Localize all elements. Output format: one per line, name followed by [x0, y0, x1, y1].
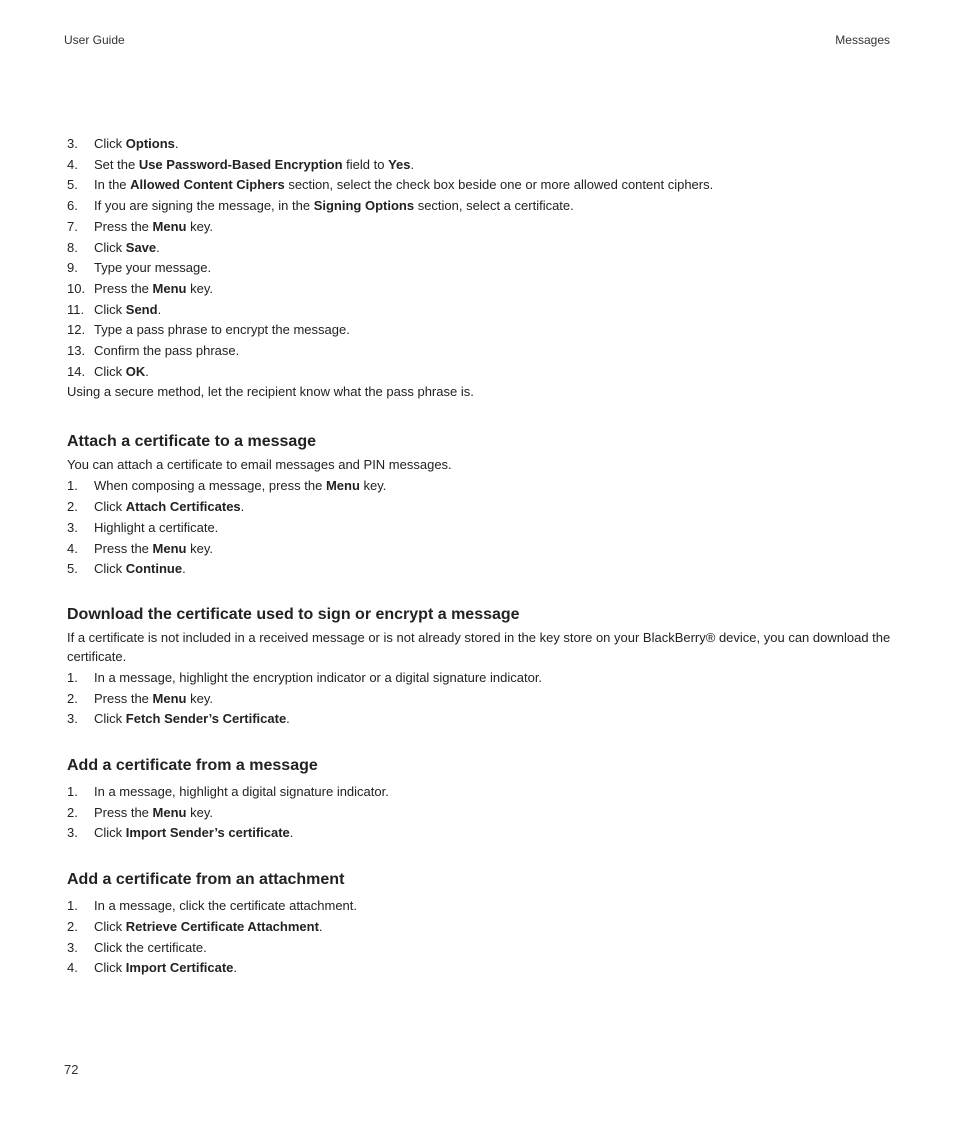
step-text-fragment: . — [156, 239, 160, 255]
step-item — [67, 476, 893, 497]
step-text — [94, 782, 389, 803]
section-steps-list — [67, 782, 893, 844]
section-heading: Add a certificate from an attachment — [67, 871, 345, 889]
ui-term: Menu — [325, 478, 360, 494]
step-number: 14. — [67, 363, 86, 379]
step-item — [67, 782, 893, 803]
step-number: 3. — [67, 825, 78, 841]
step-text — [94, 539, 213, 560]
step-item — [67, 709, 893, 730]
step-text-fragment: If you are signing the message, in the — [94, 198, 314, 214]
step-item — [67, 689, 893, 710]
step-text — [94, 155, 414, 176]
section-description: You can attach a certificate to email messages and PIN messages. — [67, 457, 452, 473]
step-item — [67, 518, 893, 539]
step-number: 12. — [67, 322, 86, 338]
step-text-fragment: Press the — [94, 690, 153, 706]
ui-term: Signing Options — [313, 198, 415, 214]
step-number: 2. — [67, 918, 78, 934]
ui-term: Save — [125, 239, 157, 255]
step-item — [67, 917, 893, 938]
step-text — [94, 896, 357, 917]
step-item — [67, 155, 893, 176]
step-text-fragment: key. — [359, 478, 387, 494]
step-text-fragment: Type a pass phrase to encrypt the message. — [94, 322, 350, 338]
step-text — [94, 476, 386, 497]
step-text-fragment: In a message, highlight the encryption indicator or a digital signature indicator. — [94, 669, 543, 685]
step-text — [94, 258, 211, 279]
step-text — [94, 559, 186, 580]
ui-term: Allowed Content Ciphers — [130, 177, 285, 193]
step-number: 9. — [67, 260, 78, 276]
section — [67, 754, 893, 844]
ui-term: Import Certificate — [125, 960, 234, 976]
section-heading: Add a certificate from a message — [67, 757, 318, 775]
step-text — [94, 518, 218, 539]
step-text-fragment: Confirm the pass phrase. — [94, 343, 240, 359]
step-number: 2. — [67, 690, 78, 706]
step-text — [94, 320, 350, 341]
step-item — [67, 362, 893, 383]
step-text-fragment: Click — [94, 363, 126, 379]
step-text — [94, 668, 542, 689]
step-text-fragment: Click — [94, 918, 126, 934]
step-text — [94, 917, 323, 938]
step-text-fragment: Type your message. — [94, 260, 212, 276]
step-item — [67, 823, 893, 844]
step-text-fragment: section, select a certificate. — [414, 198, 574, 214]
step-number: 6. — [67, 198, 78, 214]
ui-term: Yes — [388, 156, 411, 172]
step-text-fragment: key. — [186, 540, 213, 556]
step-text-fragment: key. — [186, 280, 213, 296]
step-item — [67, 938, 893, 959]
section-steps-list — [67, 668, 893, 730]
section — [67, 603, 893, 730]
ui-term: Attach Certificates — [125, 499, 241, 515]
ui-term: Menu — [152, 804, 187, 820]
step-text-fragment: . — [145, 363, 149, 379]
step-item — [67, 896, 893, 917]
step-text-fragment: In a message, click the certificate attachment. — [94, 898, 358, 914]
step-item — [67, 559, 893, 580]
step-text — [94, 300, 161, 321]
step-text — [94, 279, 213, 300]
step-number: 3. — [67, 136, 78, 151]
step-text-fragment: . — [318, 918, 323, 934]
ui-term: Options — [125, 136, 175, 151]
step-text-fragment: key. — [186, 804, 213, 820]
running-header-left: User Guide — [64, 33, 125, 47]
step-item — [67, 196, 893, 217]
ui-term: Send — [125, 301, 158, 317]
step-number: 3. — [67, 711, 78, 727]
step-text-fragment: Press the — [94, 280, 153, 296]
step-text — [94, 134, 179, 155]
step-text-fragment: . — [410, 156, 415, 172]
section-steps-list — [67, 476, 893, 580]
step-text-fragment: In the — [94, 177, 131, 193]
step-number: 10. — [67, 280, 86, 296]
step-item — [67, 238, 893, 259]
step-number: 1. — [67, 478, 78, 494]
step-text-fragment: Set the — [94, 156, 139, 172]
step-text — [94, 803, 213, 824]
step-text-fragment: section, select the check box beside one or more allowed content ciphers. — [284, 177, 714, 193]
step-number: 2. — [67, 499, 78, 515]
ui-term: OK — [125, 363, 146, 379]
step-item — [67, 217, 893, 238]
step-text — [94, 958, 237, 979]
step-text-fragment: . — [289, 825, 294, 841]
step-text-fragment: . — [182, 561, 186, 577]
ui-term: Menu — [152, 280, 187, 296]
page-content — [67, 134, 893, 979]
step-number: 3. — [67, 519, 78, 535]
step-number: 4. — [67, 960, 78, 976]
step-text-fragment: key. — [186, 218, 213, 234]
step-text-fragment: Press the — [94, 804, 153, 820]
ui-term: Menu — [152, 690, 187, 706]
intro-steps-list — [67, 134, 893, 382]
step-text-fragment: . — [286, 711, 290, 727]
step-item — [67, 958, 893, 979]
step-text — [94, 217, 213, 238]
section-heading: Download the certificate used to sign or encrypt a message — [67, 605, 520, 623]
page-number: 72 — [64, 1062, 79, 1077]
ui-term: Import Sender’s certificate — [125, 825, 290, 841]
step-text-fragment: Press the — [94, 540, 153, 556]
step-text-fragment: When composing a message, press the — [94, 478, 326, 494]
step-item — [67, 300, 893, 321]
step-number: 13. — [67, 343, 86, 359]
step-text-fragment: key. — [186, 690, 213, 706]
section — [67, 868, 893, 979]
step-number: 11. — [67, 301, 85, 317]
step-item — [67, 258, 893, 279]
step-text — [94, 341, 239, 362]
section-steps-list — [67, 896, 893, 979]
ui-term: Continue — [125, 561, 183, 577]
step-text-fragment: Click — [94, 136, 126, 151]
step-text-fragment: . — [157, 301, 162, 317]
step-item — [67, 175, 893, 196]
step-item — [67, 341, 893, 362]
step-number: 4. — [67, 540, 78, 556]
ui-term: Fetch Sender’s Certificate — [125, 711, 287, 727]
step-item — [67, 668, 893, 689]
step-text — [94, 175, 713, 196]
step-text-fragment: . — [240, 499, 245, 515]
step-text — [94, 362, 149, 383]
step-item — [67, 803, 893, 824]
step-text-fragment: Click — [94, 301, 126, 317]
step-item — [67, 320, 893, 341]
step-number: 7. — [67, 218, 78, 234]
sections-container — [67, 430, 893, 979]
step-number: 5. — [67, 561, 78, 577]
step-text — [94, 238, 160, 259]
step-text-fragment: . — [233, 960, 238, 976]
section-heading: Attach a certificate to a message — [67, 433, 316, 451]
ui-term: Retrieve Certificate Attachment — [125, 918, 319, 934]
step-text-fragment: Click — [94, 239, 126, 255]
step-text — [94, 709, 290, 730]
step-text — [94, 497, 244, 518]
ui-term: Use Password-Based Encryption — [138, 156, 343, 172]
step-text-fragment: Click — [94, 960, 126, 976]
step-text-fragment: Click — [94, 711, 126, 727]
step-text — [94, 196, 574, 217]
section — [67, 430, 893, 580]
step-number: 8. — [67, 239, 78, 255]
step-text-fragment: Click — [94, 825, 126, 841]
step-number: 5. — [67, 177, 78, 193]
step-number: 1. — [67, 669, 78, 685]
step-item — [67, 539, 893, 560]
step-text — [94, 823, 293, 844]
step-item — [67, 134, 893, 155]
step-text-fragment: . — [174, 136, 179, 151]
step-text — [94, 938, 207, 959]
step-text-fragment: Click — [94, 499, 126, 515]
ui-term: Menu — [152, 540, 187, 556]
step-text-fragment: Click the certificate. — [94, 939, 207, 955]
step-number: 2. — [67, 804, 78, 820]
step-item — [67, 279, 893, 300]
step-item — [67, 497, 893, 518]
step-text-fragment: Press the — [94, 218, 153, 234]
step-number: 1. — [67, 898, 78, 914]
step-text-fragment: field to — [342, 156, 389, 172]
step-text-fragment: In a message, highlight a digital signature indicator. — [94, 784, 389, 800]
step-text-fragment: Click — [94, 561, 126, 577]
step-number: 3. — [67, 939, 78, 955]
ui-term: Menu — [152, 218, 187, 234]
step-text-fragment: Highlight a certificate. — [94, 519, 219, 535]
step-text — [94, 689, 213, 710]
running-header-right: Messages — [835, 33, 890, 47]
step-number: 1. — [67, 784, 78, 800]
section-description: If a certificate is not included in a received message or is not already stored in the key store on your BlackBerry® device, you can download the certificate. — [67, 629, 891, 664]
step-number: 4. — [67, 156, 78, 172]
intro-note: Using a secure method, let the recipient know what the pass phrase is. — [67, 384, 474, 400]
